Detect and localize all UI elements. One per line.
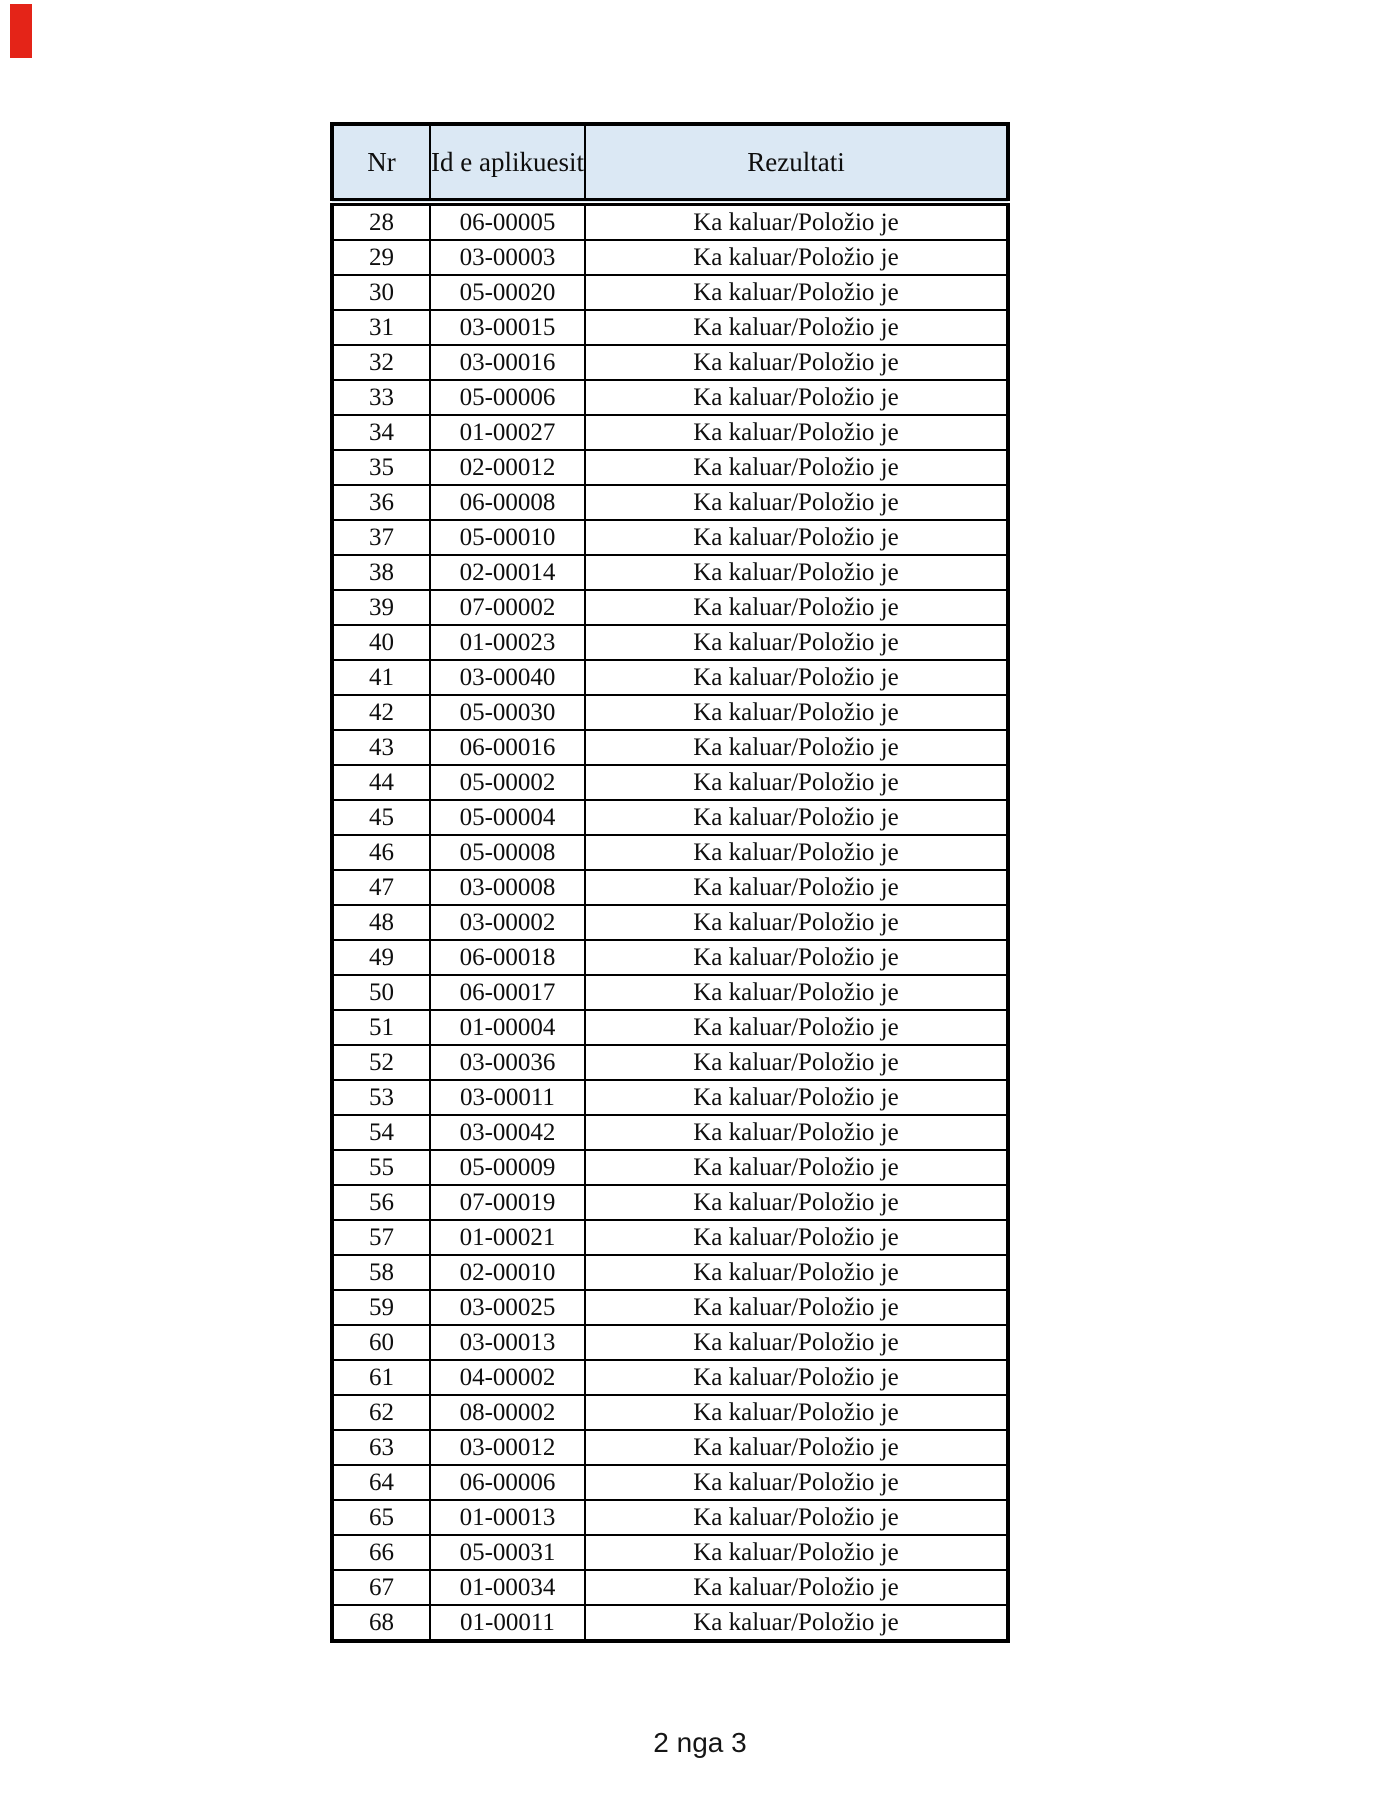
cell-nr: 30 [332,275,430,310]
table-row [332,1465,1008,1500]
cell-result: Ka kaluar/Položio je [585,1500,1008,1535]
table-row [332,1080,1008,1115]
cell-nr: 33 [332,380,430,415]
table-row [332,940,1008,975]
cell-nr: 54 [332,1115,430,1150]
cell-nr: 34 [332,415,430,450]
cell-id: 03-00002 [430,905,585,940]
column-header-result: Rezultati [585,124,1008,202]
column-header-nr: Nr [332,124,430,202]
table-body [332,202,1008,1641]
cell-nr: 39 [332,590,430,625]
cell-id: 01-00011 [430,1605,585,1641]
cell-id: 02-00012 [430,450,585,485]
cell-nr: 40 [332,625,430,660]
cell-id: 05-00008 [430,835,585,870]
cell-result: Ka kaluar/Položio je [585,1255,1008,1290]
table-row [332,1010,1008,1045]
cell-nr: 32 [332,345,430,380]
cell-nr: 45 [332,800,430,835]
cell-nr: 61 [332,1360,430,1395]
table-row [332,1360,1008,1395]
cell-id: 06-00005 [430,202,585,240]
table-row [332,765,1008,800]
cell-id: 06-00006 [430,1465,585,1500]
table-row [332,345,1008,380]
cell-result: Ka kaluar/Položio je [585,202,1008,240]
cell-result: Ka kaluar/Položio je [585,1045,1008,1080]
cell-result: Ka kaluar/Položio je [585,940,1008,975]
cell-nr: 57 [332,1220,430,1255]
cell-id: 03-00025 [430,1290,585,1325]
table-row [332,555,1008,590]
cell-nr: 41 [332,660,430,695]
cell-id: 01-00004 [430,1010,585,1045]
cell-id: 05-00010 [430,520,585,555]
cell-nr: 50 [332,975,430,1010]
cell-result: Ka kaluar/Položio je [585,275,1008,310]
cell-nr: 60 [332,1325,430,1360]
table-row [332,695,1008,730]
table-row [332,1535,1008,1570]
cell-nr: 43 [332,730,430,765]
cell-id: 07-00002 [430,590,585,625]
page-number: 2 nga 3 [653,1727,747,1758]
cell-id: 05-00004 [430,800,585,835]
cell-id: 02-00014 [430,555,585,590]
cell-id: 01-00034 [430,1570,585,1605]
cell-nr: 52 [332,1045,430,1080]
cell-id: 06-00016 [430,730,585,765]
cell-result: Ka kaluar/Položio je [585,835,1008,870]
table-row [332,1430,1008,1465]
cell-id: 06-00018 [430,940,585,975]
table-row [332,800,1008,835]
cell-result: Ka kaluar/Položio je [585,1535,1008,1570]
table-row [332,1325,1008,1360]
table-row [332,590,1008,625]
table-row [332,905,1008,940]
cell-id: 05-00020 [430,275,585,310]
table-row [332,1150,1008,1185]
table-row [332,870,1008,905]
cell-nr: 55 [332,1150,430,1185]
cell-nr: 44 [332,765,430,800]
cell-nr: 48 [332,905,430,940]
table-row [332,835,1008,870]
table-row [332,1045,1008,1080]
cell-nr: 47 [332,870,430,905]
cell-result: Ka kaluar/Položio je [585,1220,1008,1255]
table-row [332,202,1008,240]
table-row [332,485,1008,520]
cell-id: 03-00012 [430,1430,585,1465]
cell-nr: 38 [332,555,430,590]
cell-result: Ka kaluar/Položio je [585,520,1008,555]
cell-id: 05-00002 [430,765,585,800]
cell-nr: 58 [332,1255,430,1290]
cell-nr: 64 [332,1465,430,1500]
cell-result: Ka kaluar/Položio je [585,625,1008,660]
cell-id: 03-00011 [430,1080,585,1115]
cell-result: Ka kaluar/Položio je [585,800,1008,835]
table-row [332,625,1008,660]
cell-result: Ka kaluar/Položio je [585,660,1008,695]
table-row [332,1395,1008,1430]
cell-id: 01-00013 [430,1500,585,1535]
cell-result: Ka kaluar/Položio je [585,1325,1008,1360]
table-row [332,380,1008,415]
cell-nr: 28 [332,202,430,240]
cell-nr: 65 [332,1500,430,1535]
column-header-id: Id e aplikuesit [430,124,585,202]
cell-id: 03-00042 [430,1115,585,1150]
cell-nr: 29 [332,240,430,275]
cell-result: Ka kaluar/Položio je [585,415,1008,450]
table-row [332,975,1008,1010]
table-row [332,1220,1008,1255]
cell-result: Ka kaluar/Položio je [585,1465,1008,1500]
cell-id: 05-00006 [430,380,585,415]
cell-result: Ka kaluar/Položio je [585,1185,1008,1220]
cell-nr: 36 [332,485,430,520]
cell-id: 06-00008 [430,485,585,520]
table-row [332,415,1008,450]
cell-result: Ka kaluar/Položio je [585,1395,1008,1430]
cell-result: Ka kaluar/Položio je [585,1605,1008,1641]
table-row [332,1605,1008,1641]
table-row [332,1115,1008,1150]
cell-result: Ka kaluar/Položio je [585,1360,1008,1395]
table-row [332,1290,1008,1325]
table-row [332,450,1008,485]
cell-result: Ka kaluar/Položio je [585,1570,1008,1605]
cell-nr: 37 [332,520,430,555]
header-row [332,124,1008,202]
cell-result: Ka kaluar/Položio je [585,555,1008,590]
red-corner-mark [10,4,32,58]
table-row [332,1570,1008,1605]
cell-nr: 56 [332,1185,430,1220]
cell-result: Ka kaluar/Položio je [585,765,1008,800]
table-row [332,1185,1008,1220]
cell-id: 03-00008 [430,870,585,905]
table-row [332,240,1008,275]
cell-nr: 51 [332,1010,430,1045]
cell-result: Ka kaluar/Položio je [585,905,1008,940]
cell-id: 03-00013 [430,1325,585,1360]
cell-result: Ka kaluar/Položio je [585,975,1008,1010]
table-header [332,124,1008,202]
cell-nr: 59 [332,1290,430,1325]
cell-nr: 35 [332,450,430,485]
cell-result: Ka kaluar/Položio je [585,380,1008,415]
cell-id: 08-00002 [430,1395,585,1430]
cell-result: Ka kaluar/Položio je [585,1080,1008,1115]
cell-nr: 62 [332,1395,430,1430]
cell-nr: 67 [332,1570,430,1605]
cell-result: Ka kaluar/Položio je [585,240,1008,275]
table-row [332,1255,1008,1290]
cell-id: 05-00030 [430,695,585,730]
cell-result: Ka kaluar/Položio je [585,450,1008,485]
cell-id: 07-00019 [430,1185,585,1220]
cell-result: Ka kaluar/Položio je [585,1010,1008,1045]
cell-nr: 53 [332,1080,430,1115]
cell-result: Ka kaluar/Položio je [585,870,1008,905]
cell-nr: 42 [332,695,430,730]
cell-id: 05-00009 [430,1150,585,1185]
cell-nr: 31 [332,310,430,345]
table-row [332,1500,1008,1535]
cell-nr: 68 [332,1605,430,1641]
results-table [330,122,1010,1643]
cell-result: Ka kaluar/Položio je [585,485,1008,520]
cell-id: 02-00010 [430,1255,585,1290]
cell-result: Ka kaluar/Položio je [585,310,1008,345]
table-row [332,730,1008,765]
cell-id: 03-00036 [430,1045,585,1080]
cell-id: 01-00023 [430,625,585,660]
table-row [332,520,1008,555]
table-row [332,275,1008,310]
cell-result: Ka kaluar/Položio je [585,1290,1008,1325]
cell-result: Ka kaluar/Položio je [585,1430,1008,1465]
cell-id: 03-00003 [430,240,585,275]
cell-result: Ka kaluar/Položio je [585,695,1008,730]
cell-nr: 66 [332,1535,430,1570]
cell-result: Ka kaluar/Položio je [585,1150,1008,1185]
cell-result: Ka kaluar/Položio je [585,590,1008,625]
cell-result: Ka kaluar/Položio je [585,730,1008,765]
table-row [332,310,1008,345]
cell-id: 04-00002 [430,1360,585,1395]
cell-id: 03-00015 [430,310,585,345]
cell-nr: 49 [332,940,430,975]
cell-result: Ka kaluar/Položio je [585,1115,1008,1150]
cell-result: Ka kaluar/Položio je [585,345,1008,380]
cell-id: 01-00027 [430,415,585,450]
cell-id: 06-00017 [430,975,585,1010]
cell-id: 03-00016 [430,345,585,380]
cell-id: 05-00031 [430,1535,585,1570]
cell-nr: 46 [332,835,430,870]
table-row [332,660,1008,695]
cell-id: 03-00040 [430,660,585,695]
cell-nr: 63 [332,1430,430,1465]
cell-id: 01-00021 [430,1220,585,1255]
